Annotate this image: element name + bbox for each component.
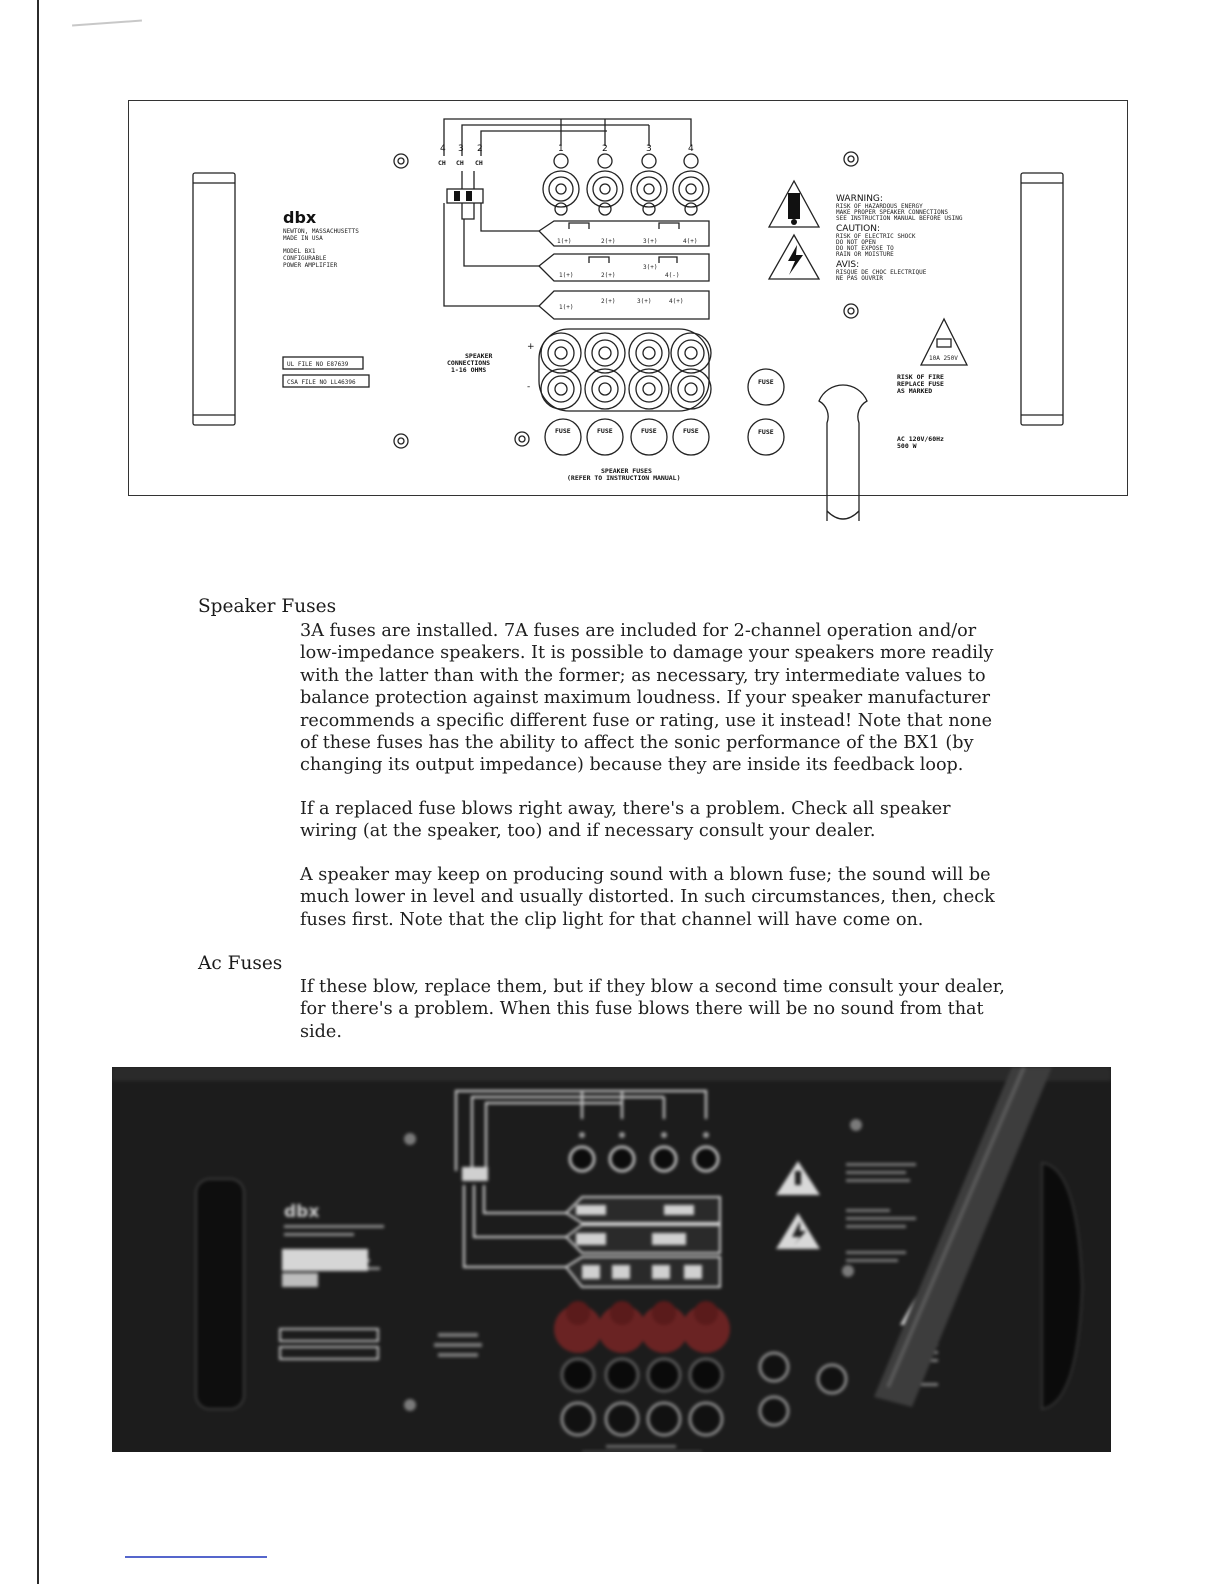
- ch-label: CH: [438, 159, 446, 167]
- fuse-label: FUSE: [683, 427, 699, 435]
- screw-icon: [394, 434, 408, 448]
- mode-label: 4(+): [683, 238, 698, 245]
- speaker-fuse-4: [673, 419, 709, 455]
- mode-label: 1(+): [557, 238, 572, 245]
- ch-number: 4: [440, 144, 446, 154]
- warning-text: MAKE PROPER SPEAKER CONNECTIONS: [836, 209, 948, 216]
- made-in-line-2: MADE IN USA: [283, 235, 323, 242]
- speaker-connections-label: 1-16 OHMS: [451, 366, 487, 374]
- fire-warning: AS MARKED: [897, 387, 933, 395]
- made-in-line-1: NEWTON, MASSACHUSETTS: [283, 228, 359, 235]
- speaker-connections-label: CONNECTIONS: [447, 359, 491, 367]
- screw-icon: [515, 432, 529, 446]
- text-line: side.: [300, 1021, 342, 1042]
- brand-logo: dbx: [283, 208, 317, 227]
- text-line: changing its output impedance) because they are inside its feedback loop.: [300, 755, 964, 776]
- right-handle: [1021, 173, 1063, 425]
- model-line-1: MODEL BX1: [283, 248, 316, 255]
- fuse-label: FUSE: [597, 427, 613, 435]
- fuse-label: FUSE: [641, 427, 657, 435]
- speaker-connections-label: SPEAKER: [465, 352, 493, 360]
- speaker-fuses-paragraph-2: [300, 798, 1090, 843]
- fuse-label: FUSE: [555, 427, 571, 435]
- input-number: 2: [602, 144, 608, 154]
- ul-file-label: UL FILE NO E87639: [287, 361, 349, 368]
- fuse-rating: 10A 250V: [929, 355, 958, 362]
- mode-label: 3(+): [643, 264, 658, 271]
- text-line: fuses first. Note that the clip light for that channel will have come on.: [300, 909, 924, 930]
- avis-text: NE PAS OUVRIR: [836, 275, 883, 282]
- speaker-fuses-heading: Speaker Fuses: [198, 596, 337, 617]
- speaker-fuses-label: SPEAKER FUSES: [601, 467, 652, 475]
- fire-warning: RISK OF FIRE: [897, 373, 944, 381]
- input-number: 1: [558, 144, 564, 154]
- text-line: balance protection against maximum loudness. If your speaker manufacturer: [300, 688, 991, 709]
- ac-fuses-paragraph: [300, 976, 1090, 1043]
- text-line: If a replaced fuse blows right away, there's a problem. Check all speaker: [300, 799, 951, 819]
- caution-text: DO NOT OPEN: [836, 239, 876, 246]
- binding-post-row: [543, 154, 709, 215]
- mode-label: 2(+): [601, 272, 616, 279]
- model-line-2: CONFIGURABLE: [283, 255, 327, 262]
- scan-mark: [72, 20, 142, 27]
- caution-text: RISK OF ELECTRIC SHOCK: [836, 233, 916, 240]
- ac-wattage: 500 W: [897, 442, 917, 450]
- ac-fuse-1: [748, 369, 784, 405]
- caution-heading: CAUTION:: [836, 224, 881, 234]
- text-line: with the latter than with the former; as necessary, try intermediate values to: [300, 665, 986, 686]
- mode-label: 1(+): [559, 272, 574, 279]
- footer-rule: [125, 1556, 267, 1558]
- avis-text: RISQUE DE CHOC ELECTRIQUE: [836, 269, 927, 276]
- rear-panel-diagram: [128, 100, 1128, 496]
- speaker-fuses-paragraph-1: [300, 620, 1090, 777]
- ch-number: 3: [458, 144, 464, 154]
- mode-label: 2(+): [601, 238, 616, 245]
- power-cord: [819, 385, 867, 521]
- mode-label: 4(-): [665, 272, 680, 279]
- mode-label: 4(+): [669, 298, 684, 305]
- warning-text: RISK OF HAZARDOUS ENERGY: [836, 203, 923, 210]
- plus-sign: +: [527, 342, 535, 352]
- screw-icon: [394, 154, 408, 168]
- fuse-label: FUSE: [758, 378, 774, 386]
- mode-label: 2(+): [601, 298, 616, 305]
- left-handle: [193, 173, 235, 425]
- text-line: 3A fuses are installed. 7A fuses are included for 2-channel operation and/or: [300, 621, 977, 641]
- fuse-label: FUSE: [758, 428, 774, 436]
- text-line: low-impedance speakers. It is possible to damage your speakers more readily: [300, 643, 994, 664]
- mode-label: 1(+): [559, 304, 574, 311]
- ac-fuse-2: [748, 419, 784, 455]
- text-line: of these fuses has the ability to affect the sonic performance of the BX1 (by: [300, 733, 974, 754]
- speaker-binding-posts: [539, 329, 711, 411]
- caution-text: RAIN OR MOISTURE: [836, 251, 894, 258]
- photo-brand-logo: dbx: [284, 1202, 320, 1222]
- avis-heading: AVIS:: [836, 260, 860, 270]
- model-line-3: POWER AMPLIFIER: [283, 262, 338, 269]
- speaker-fuse-1: [545, 419, 581, 455]
- scan-edge-line: [37, 0, 39, 1584]
- rear-panel-drawing: [129, 101, 1129, 531]
- ch-label: CH: [475, 159, 483, 167]
- input-number: 3: [646, 144, 652, 154]
- speaker-fuses-paragraph-3: [300, 864, 1090, 931]
- text-line: for there's a problem. When this fuse blows there will be no sound from that: [300, 999, 984, 1020]
- ch-number: 2: [477, 144, 483, 154]
- minus-sign: -: [527, 382, 531, 392]
- speaker-fuse-3: [631, 419, 667, 455]
- ch-label: CH: [456, 159, 464, 167]
- mode-label: 3(+): [637, 298, 652, 305]
- speaker-fuse-2: [587, 419, 623, 455]
- csa-file-label: CSA FILE NO LL46396: [287, 379, 356, 386]
- fire-warning: REPLACE FUSE: [897, 380, 944, 388]
- rear-panel-photo: [112, 1067, 1111, 1452]
- mode-label: 3(+): [643, 238, 658, 245]
- rear-panel-photo-image: [112, 1067, 1111, 1452]
- text-line: A speaker may keep on producing sound with a blown fuse; the sound will be: [300, 865, 991, 885]
- screw-icon: [844, 152, 858, 166]
- text-line: wiring (at the speaker, too) and if necessary consult your dealer.: [300, 821, 876, 842]
- text-line: recommends a specific different fuse or rating, use it instead! Note that none: [300, 710, 992, 731]
- speaker-fuses-note: (REFER TO INSTRUCTION MANUAL): [567, 474, 681, 482]
- screw-icon: [844, 304, 858, 318]
- warning-heading: WARNING:: [836, 194, 883, 204]
- caution-text: DO NOT EXPOSE TO: [836, 245, 894, 252]
- ac-fuses-heading: Ac Fuses: [198, 953, 283, 974]
- input-number: 4: [688, 144, 694, 154]
- text-line: much lower in level and usually distorted. In such circumstances, then, check: [300, 887, 995, 908]
- text-line: If these blow, replace them, but if they blow a second time consult your dealer,: [300, 977, 1005, 997]
- warning-text: SEE INSTRUCTION MANUAL BEFORE USING: [836, 215, 963, 222]
- ac-rating: AC 120V/60Hz: [897, 435, 944, 443]
